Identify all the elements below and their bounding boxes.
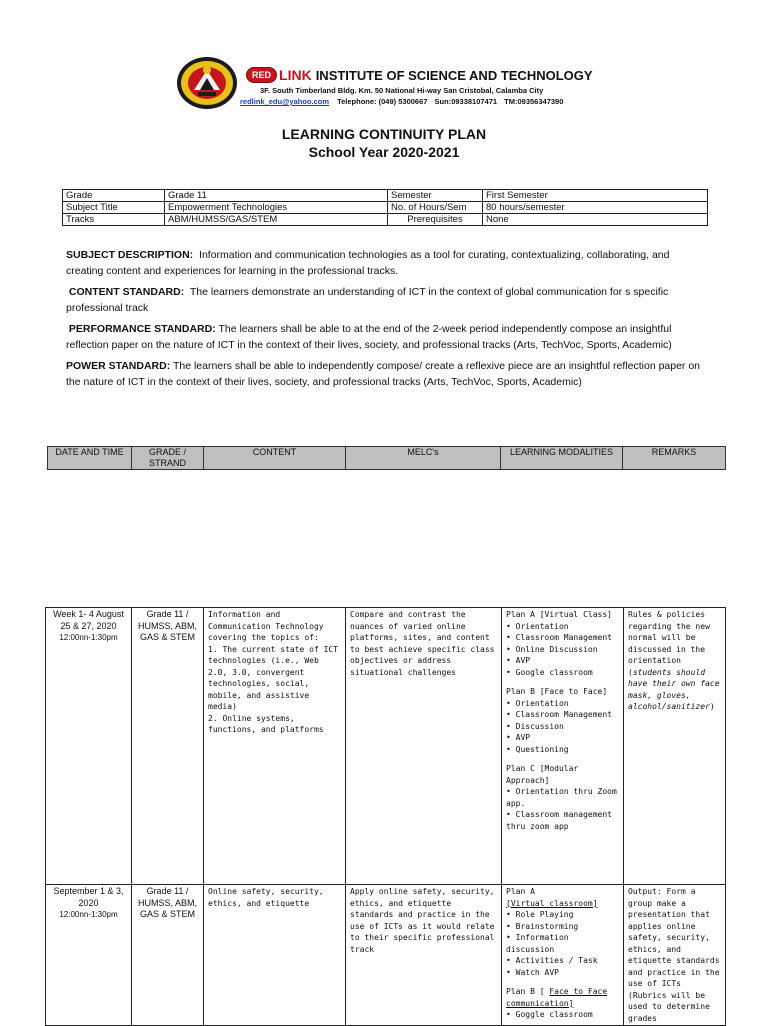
content-line: 1. The current state of ICT technologies (i.e., Web 2.0, 3.0, convergent technologies, social, mobile, and assistive media): [208, 644, 339, 711]
remarks-italic: students should have their own face mask, gloves, alcohol/sanitizer: [628, 667, 720, 711]
date: September 1 & 3, 2020: [53, 886, 124, 908]
cell-grade-strand: Grade 11 / HUMSS, ABM, GAS & STEM: [132, 608, 204, 885]
plan-c-title: Plan C [Modular Approach]: [506, 764, 579, 785]
plan-a-title: Plan A: [506, 887, 535, 896]
list-item: • Orientation: [506, 698, 569, 708]
page-title: LEARNING CONTINUITY PLAN: [281, 126, 487, 142]
info-row: [63, 190, 708, 202]
list-item: • Classroom management thru zoom app: [506, 810, 612, 831]
cell-content: [204, 608, 346, 885]
institute-seal-logo: [176, 56, 238, 110]
info-row: [63, 202, 708, 214]
cell-date-time: [46, 885, 132, 1026]
plan-b-title: Plan B [Face to Face]: [506, 687, 608, 696]
plan-a-title: Plan A [Virtual Class]: [506, 610, 612, 619]
info-value: None: [483, 214, 708, 226]
cell-melcs: Compare and contrast the nuances of varied online platforms, sites, and content to best achieve specific class objectives or address situational challenges: [346, 608, 502, 885]
content-line: 2. Online systems, functions, and platforms: [208, 713, 324, 734]
cell-modalities: [502, 885, 624, 1026]
cell-modalities: [502, 608, 624, 885]
institute-brand: [246, 66, 593, 84]
subject-description-label: SUBJECT DESCRIPTION:: [66, 249, 194, 261]
list-item: • Information discussion: [506, 933, 569, 954]
header-learning-modalities: LEARNING MODALITIES: [501, 447, 623, 470]
cell-melcs: Apply online safety, security, ethics, and etiquette standards and practice in the use of ICTs as it would relate to their specific professional track: [346, 885, 502, 1026]
list-item: • Questioning: [506, 744, 569, 754]
cell-date-time: [46, 608, 132, 885]
info-value: Grade 11: [165, 190, 388, 202]
header-date-time: DATE AND TIME: [48, 447, 132, 470]
institute-address: 3F. South Timberland Bldg. Km. 50 National Hi-way San Cristobal, Calamba City: [260, 86, 544, 95]
school-year: School Year 2020-2021: [308, 144, 460, 160]
info-label: Semester: [388, 190, 483, 202]
table-row: [46, 885, 726, 1026]
course-info-table: [62, 189, 708, 226]
list-item: • Google classroom: [506, 667, 593, 677]
info-label: No. of Hours/Sem: [388, 202, 483, 214]
performance-standard-label: PERFORMANCE STANDARD:: [68, 323, 216, 335]
institute-contact: [240, 97, 563, 106]
cell-grade-strand: Grade 11 / HUMSS, ABM, GAS & STEM: [132, 885, 204, 1026]
list-item: • Classroom Management: [506, 633, 612, 642]
list-item: • Classroom Management: [506, 710, 612, 719]
date: Week 1- 4 August 25 & 27, 2020: [53, 609, 124, 631]
power-standard-text: The learners shall be able to independently compose/ create a reflexive piece are an insightful reflection paper on the nature of ICT in the context of their lives, society, and professional tracks (Arts, TechVoc, Sports, Academic): [66, 360, 701, 388]
list-item: • Watch AVP: [506, 967, 559, 977]
cell-remarks: Rules & policies regarding the new normal will be discussed in the orientation (students should have their own face mask, gloves, alcohol/sanitizer): [624, 608, 726, 885]
info-value: ABM/HUMSS/GAS/STEM: [165, 214, 388, 226]
power-standard: [66, 358, 706, 390]
plan-table-header: [47, 446, 726, 470]
telephone: Telephone: (049) 5300667: [337, 97, 428, 106]
plan-b-title: Plan B [ Face to Face communication]: [506, 987, 608, 1008]
list-item: • Discussion: [506, 721, 564, 731]
info-label: Subject Title: [63, 202, 165, 214]
content-standard-label: CONTENT STANDARD:: [68, 286, 185, 298]
info-label: Prerequisites: [388, 214, 483, 226]
list-item: • Brainstorming: [506, 921, 579, 931]
list-item: • Online Discussion: [506, 644, 598, 654]
performance-standard-text: The learners shall be able to at the end of the 2-week period independently compose an insightful reflection paper on the nature of ICT in the context of their lives, society, and professional tracks (Arts, TechVoc, Sports, Academic): [66, 323, 672, 351]
email-link[interactable]: redlink_edu@yahoo.com: [240, 97, 330, 106]
power-standard-label: POWER STANDARD:: [66, 360, 171, 372]
time: 12:00nn-1:30pm: [59, 633, 118, 642]
plan-a-subtitle: [Virtual classroom]: [506, 898, 598, 908]
subject-description-text: Information and communication technologies as a tool for curating, contextualizing, collaborating, and creating content and experiences for learning in the professional tracks.: [66, 249, 670, 277]
institute-name: INSTITUTE OF SCIENCE AND TECHNOLOGY: [315, 67, 593, 83]
content-line: Information and Communication Technology covering the topics of:: [208, 610, 324, 642]
sun-number: Sun:09338107471: [434, 97, 498, 106]
header-grade-strand: GRADE / STRAND: [132, 447, 204, 470]
header-melcs: MELC's: [346, 447, 501, 470]
cell-content: Online safety, security, ethics, and etiquette: [204, 885, 346, 1026]
header-remarks: REMARKS: [623, 447, 726, 470]
plan-b-subtitle: Face to Face communication]: [506, 987, 608, 1008]
info-value: 80 hours/semester: [483, 202, 708, 214]
link-word: LINK: [279, 67, 312, 83]
subject-description: [66, 247, 706, 279]
header-content: CONTENT: [204, 447, 346, 470]
performance-standard: [66, 321, 706, 353]
table-row: [46, 608, 726, 885]
cell-remarks: Output: Form a group make a presentation that applies online safety, security, ethics, and etiquette standards and practice in the use of ICTs (Rubrics will be used to determine grades: [624, 885, 726, 1026]
plan-table: [45, 607, 726, 1026]
remarks-text: Rules & policies regarding the new normal will be discussed in the orientation (: [628, 610, 710, 677]
red-badge: RED: [246, 67, 277, 83]
tm-number: TM:09356347390: [504, 97, 564, 106]
list-item: • Orientation: [506, 621, 569, 631]
list-item: • Role Playing: [506, 910, 574, 919]
list-item: • AVP: [506, 733, 531, 742]
list-item: • Goggle classroom: [506, 1010, 593, 1019]
time: 12:00nn-1:30pm: [59, 910, 118, 919]
list-item: • AVP: [506, 656, 531, 665]
content-standard: [66, 284, 706, 316]
list-item: • Activities / Task: [506, 956, 598, 965]
info-value: Empowerment Technologies: [165, 202, 388, 214]
info-value: First Semester: [483, 190, 708, 202]
info-label: Grade: [63, 190, 165, 202]
info-label: Tracks: [63, 214, 165, 226]
info-row: [63, 214, 708, 226]
list-item: • Orientation thru Zoom app.: [506, 787, 617, 808]
content-standard-text: The learners demonstrate an understanding of ICT in the context of global communication for s specific professional track: [66, 286, 669, 314]
